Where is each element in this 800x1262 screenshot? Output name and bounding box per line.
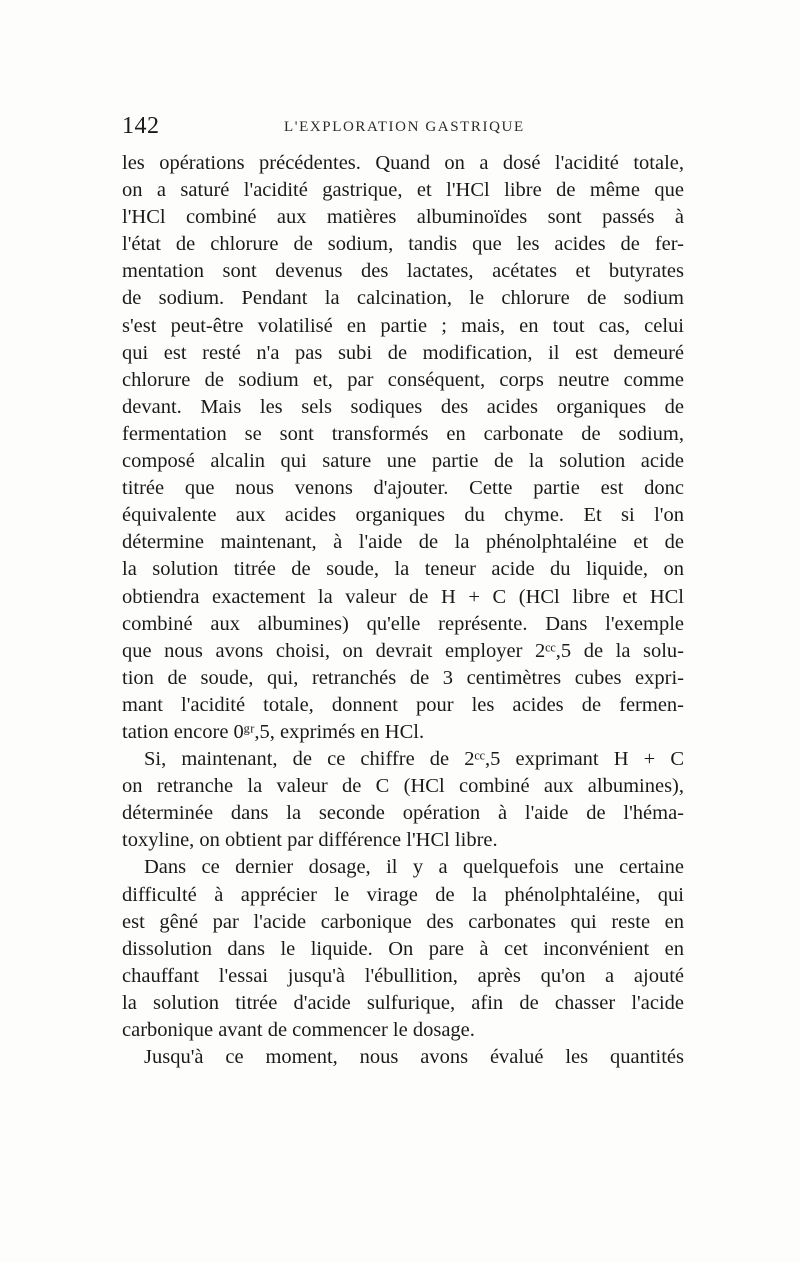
text-line: difficulté à apprécier le virage de la phénolphtaléine, qui: [122, 883, 684, 906]
text-line: composé alcalin qui sature une partie de la solution acide: [122, 450, 684, 473]
text-line: on retranche la valeur de C (HCl combiné aux albumines),: [122, 775, 684, 798]
text-line: les opérations précédentes. Quand on a dosé l'acidité totale,: [122, 152, 684, 174]
running-title: L'EXPLORATION GASTRIQUE: [284, 119, 525, 135]
text-line: on a saturé l'acidité gastrique, et l'HCl libre de même que: [122, 179, 684, 202]
text-line: chlorure de sodium et, par conséquent, corps neutre comme: [122, 368, 684, 391]
text-line: dissolution dans le liquide. On pare à cet inconvénient en: [122, 937, 684, 960]
text-line: déterminée dans la seconde opération à l'aide de l'héma-: [122, 802, 684, 825]
text-line: de sodium. Pendant la calcination, le chlorure de sodium: [122, 287, 684, 310]
text-line: est gêné par l'acide carbonique des carbonates qui reste en: [122, 910, 684, 933]
text-line: l'état de chlorure de sodium, tandis que les acides de fer-: [122, 233, 684, 256]
text-line: qui est resté n'a pas subi de modification, il est demeuré: [122, 341, 684, 364]
text-line: tion de soude, qui, retranchés de 3 centimètres cubes expri-: [122, 666, 684, 689]
text-line: devant. Mais les sels sodiques des acides organiques de: [122, 395, 684, 418]
text-line: s'est peut-être volatilisé en partie ; mais, en tout cas, celui: [122, 314, 684, 337]
text-line: mant l'acidité totale, donnent pour les acides de fermen-: [122, 693, 684, 716]
text-line: chauffant l'essai jusqu'à l'ébullition, après qu'on a ajouté: [122, 964, 684, 987]
text-line: que nous avons choisi, on devrait employer 2ᶜᶜ,5 de la solu-: [122, 639, 684, 662]
body-text: [122, 150, 684, 1071]
text-line: la solution titrée de soude, la teneur acide du liquide, on: [122, 558, 684, 581]
text-line: carbonique avant de commencer le dosage.: [122, 1019, 475, 1041]
text-line: mentation sont devenus des lactates, acétates et butyrates: [122, 260, 684, 283]
text-line: titrée que nous venons d'ajouter. Cette partie est donc: [122, 477, 684, 500]
text-line: détermine maintenant, à l'aide de la phénolphtaléine et de: [122, 531, 684, 554]
text-line: la solution titrée d'acide sulfurique, afin de chasser l'acide: [122, 991, 684, 1014]
text-line: l'HCl combiné aux matières albuminoïdes sont passés à: [122, 206, 684, 229]
text-line: Jusqu'à ce moment, nous avons évalué les quantités: [144, 1046, 684, 1069]
text-line: Si, maintenant, de ce chiffre de 2ᶜᶜ,5 exprimant H + C: [144, 748, 684, 771]
text-line: Dans ce dernier dosage, il y a quelquefois une certaine: [144, 856, 684, 879]
text-line: combiné aux albumines) qu'elle représente. Dans l'exemple: [122, 612, 684, 635]
text-line: toxyline, on obtient par différence l'HCl libre.: [122, 829, 498, 852]
text-line: fermentation se sont transformés en carbonate de sodium,: [122, 422, 684, 445]
page-number: 142: [122, 113, 160, 139]
text-line: obtiendra exactement la valeur de H + C (HCl libre et HCl: [122, 585, 684, 608]
page-header: [122, 111, 684, 141]
text-line: équivalente aux acides organiques du chyme. Et si l'on: [122, 504, 684, 527]
text-line: tation encore 0ᵍʳ,5, exprimés en HCl.: [122, 720, 425, 743]
